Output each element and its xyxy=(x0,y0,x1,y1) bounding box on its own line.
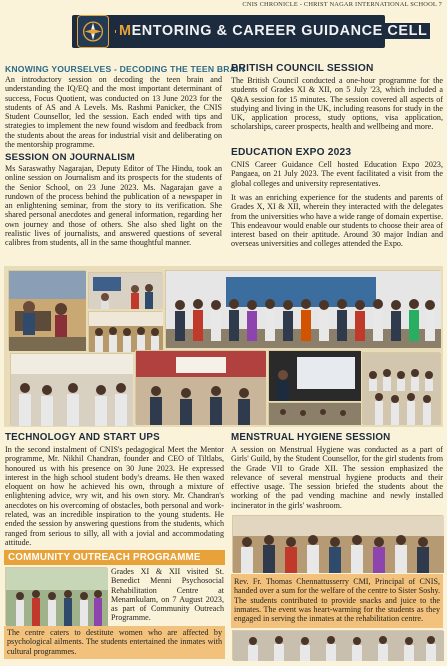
presentation-screen-photo xyxy=(268,350,360,400)
banner-title: MENTORING & CAREER GUIDANCE CELL xyxy=(116,23,430,39)
menstrual-body: A session on Menstrual Hygiene was conducted as a part of Girls' Guild, by the Student Counsellor, for the girl students from the Grade VII to Grade XII. The session emphasized the relevance of several menstrual hygiene products and their effective usage. The session briefed the students about the working of the pad vending machine and newly installed incinerator in the girls' washroom. xyxy=(231,445,443,510)
education-expo-body2: It was an enriching experience for the students and parents of Grades X, XI & XII, wherein they interacted with the delegates from the universities who have a wide range of domain expertise. This endeavour would enable our students to choose their area of interest based on their aptitude. Around 30 major Indian and overseas universities and colleges attended the Expo. xyxy=(231,193,443,249)
section-banner xyxy=(72,15,428,48)
outreach-visit-photo xyxy=(5,567,107,625)
stage-session-photo xyxy=(135,350,265,424)
rehab-centre-photo xyxy=(232,515,443,572)
speaker-photo xyxy=(268,402,360,424)
technology-body: In the second instalment of CNIS's pedagogical Meet the Mentor programme, Mr. Nikhil Chandran, founder and CEO of Tiltlabs, honoured us with his presence on 30 June 2023. He expressed interest in the high school student body's dreams. He then waxed eloquent on how he achieved his own, through a mixture of enlightening advice, wry wit, and his own story. Mr. Chandran's anecdotes on his overcoming of obstacles, both personal and work-related, was an incredible inspiration to the young students. He ended the session by answering questions from the students, which ranged from serious to silly, all with a jovial and accommodating attitude. xyxy=(5,445,224,547)
running-header: CNIS CHRONICLE - CHRIST NAGAR INTERNATIONAL SCHOOL 7 xyxy=(242,1,442,8)
education-expo-heading: EDUCATION EXPO 2023 xyxy=(231,147,352,158)
technology-heading: TECHNOLOGY AND START UPS xyxy=(5,432,160,443)
group-photo-expo xyxy=(165,270,440,347)
outreach-caption-body: Rev. Fr. Thomas Chennattusserry CMI, Principal of CNIS, handed over a sum for the welfare of the centre to Sister Soshy. The students contributed to provide snacks and juice to the inmates. The event was heart-warming for the students as they engaged in serving the inmates at the rehabilitation centre. xyxy=(234,577,440,624)
journalism-body: Ms Saraswathy Nagarajan, Deputy Editor of The Hindu, took an online session on Journalism and its prospects for the students of the Senior School, on 23 June 2023. Ms. Nagarajan gave a rundown of the process behind the publication of a newspaper in an enlightening seminar, from the story to its verification. She shared personal anecdotes and general information, regarding her own journey and those of others. She also shed light on the realistic lives of journalists, and answered questions of several calibres from students, all in the same thoughtful manner. xyxy=(5,164,222,248)
compass-logo-icon xyxy=(77,15,109,48)
british-council-heading: BRITISH COUNCIL SESSION xyxy=(231,63,374,74)
classroom-session-photo xyxy=(10,353,132,425)
expo-stall-photo xyxy=(88,272,162,308)
outreach-body1: Grades XI & XII visited St. Benedict Menni Psychosocial Rehabilitation Centre at Menamkulam, on 7 August 2023, as part of Community Outreach Programme. xyxy=(111,567,224,623)
expo-students-photo xyxy=(88,311,162,351)
outreach-body2-box xyxy=(4,626,225,659)
outreach-caption-box xyxy=(231,574,443,628)
teen-brain-body: An introductory session on decoding the teen brain and understanding the IQ/EQ and the most important determinant of success, Focus Quotient, was conducted on 13 June 2023 for the students of AS and A Levels. Ms. Rashmi Panicker, the CNIS Student Counsellor, led the session. Each ended with tips and strategies to implement the new found wisdom and feedback from the students about the areas for industrial visit and deliberating on the mentorship programme. xyxy=(5,75,222,150)
menstrual-heading: MENSTRUAL HYGIENE SESSION xyxy=(231,432,391,443)
teen-brain-heading: KNOWING YOURSELVES - DECODING THE TEEN BRAIN xyxy=(5,64,246,74)
outreach-body2: The centre caters to destitute women who are affected by psychological ailments. The students entertained the inmates with cultural programmes. xyxy=(7,628,222,656)
outreach-heading-bar xyxy=(4,550,225,565)
expo-booth-photo xyxy=(8,270,85,350)
cheque-handover-photo xyxy=(232,630,443,660)
outreach-heading: COMMUNITY OUTREACH PROGRAMME xyxy=(8,552,201,563)
education-expo-body1: CNIS Career Guidance Cell hosted Education Expo 2023, Pangaea, on 21 July 2023. The event facilitated a visit from the global colleges and university representatives. xyxy=(231,160,443,188)
british-council-body: The British Council conducted a one-hour programme for the students of Grades XI & XII, on 5 July '23, which included a Q&A session for 15 minutes. The session covered all aspects of studying and living in the UK, including reasons for study in the UK, application process, study options, visa application, scholarships, career prospects, health and wellbeing and more. xyxy=(231,76,443,132)
audience-group-photo xyxy=(362,352,440,424)
journalism-heading: SESSION ON JOURNALISM xyxy=(5,152,136,163)
